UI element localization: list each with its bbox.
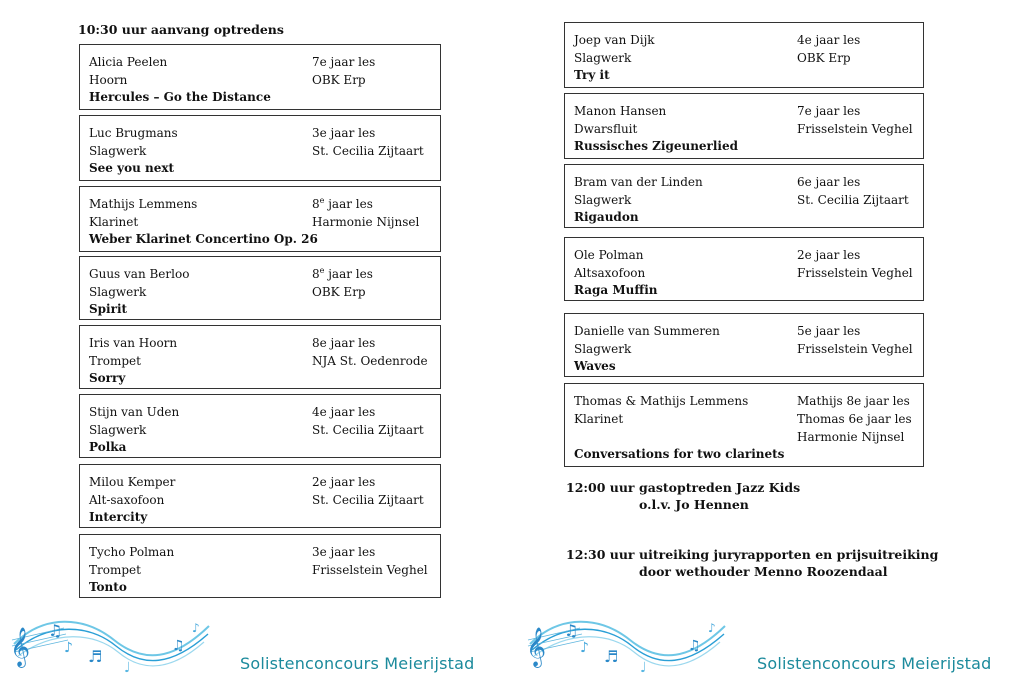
performer-card <box>79 534 441 598</box>
performer-org: OBK Erp <box>797 51 851 65</box>
svg-text:♬: ♬ <box>88 647 103 666</box>
music-notes-swirl-icon <box>520 606 730 678</box>
performer-year: 8e jaar les <box>312 266 373 281</box>
performer-year: 8e jaar les <box>312 196 373 211</box>
performer-instrument: Trompet <box>89 563 141 577</box>
performer-name: Danielle van Summeren <box>574 324 720 338</box>
performer-card <box>79 44 441 110</box>
performer-name: Stijn van Uden <box>89 405 180 419</box>
performer-piece: Try it <box>574 68 610 82</box>
performer-piece: Weber Klarinet Concertino Op. 26 <box>89 232 318 246</box>
svg-text:♪: ♪ <box>64 640 73 656</box>
performer-year: 7e jaar les <box>797 104 861 118</box>
performer-card <box>564 22 924 88</box>
performer-card <box>79 464 441 528</box>
performer-org: Frisselstein Veghel <box>797 122 913 136</box>
performer-card <box>79 325 441 389</box>
performer-piece: Sorry <box>89 371 126 385</box>
performer-instrument: Slagwerk <box>89 144 147 158</box>
performer-name: Mathijs Lemmens <box>89 197 198 211</box>
svg-text:♪: ♪ <box>192 621 200 635</box>
footer-title: Solistenconcours Meierijstad <box>757 654 992 673</box>
performer-card <box>79 256 441 320</box>
footer-title: Solistenconcours Meierijstad <box>240 654 475 673</box>
svg-text:♩: ♩ <box>640 660 647 676</box>
svg-text:♫: ♫ <box>688 638 701 654</box>
performer-piece: Polka <box>89 440 127 454</box>
performer-year: 2e jaar les <box>312 475 376 489</box>
performer-instrument: Slagwerk <box>574 193 632 207</box>
performer-instrument: Klarinet <box>89 215 139 229</box>
performer-org: Harmonie Nijnsel <box>797 430 905 444</box>
performer-instrument: Slagwerk <box>574 342 632 356</box>
performer-piece: Hercules – Go the Distance <box>89 90 271 104</box>
performer-org: St. Cecilia Zijtaart <box>312 423 424 437</box>
performer-year: 7e jaar les <box>312 55 376 69</box>
performer-year: 2e jaar les <box>797 248 861 262</box>
performer-year: 6e jaar les <box>797 175 861 189</box>
performer-piece: Russisches Zigeunerlied <box>574 139 739 153</box>
performer-org: NJA St. Oedenrode <box>312 354 428 368</box>
schedule-heading: 10:30 uur aanvang optredens <box>78 22 284 37</box>
performer-year: 5e jaar les <box>797 324 861 338</box>
performer-org: OBK Erp <box>312 73 366 87</box>
performer-year: 8e jaar les <box>312 336 376 350</box>
performer-year: 4e jaar les <box>312 405 376 419</box>
performer-name: Ole Polman <box>574 248 644 262</box>
duo-performer-card <box>564 383 924 467</box>
performer-org: St. Cecilia Zijtaart <box>312 144 424 158</box>
event-description: gastoptreden Jazz Kids o.l.v. Jo Hennen <box>639 480 801 512</box>
performer-year: Mathijs 8e jaar les <box>797 394 910 408</box>
performer-name: Joep van Dijk <box>574 33 655 47</box>
svg-text:♪: ♪ <box>708 621 716 635</box>
performer-name: Iris van Hoorn <box>89 336 178 350</box>
performer-org: Frisselstein Veghel <box>312 563 428 577</box>
performer-piece: Waves <box>574 359 616 373</box>
performer-instrument: Dwarsfluit <box>574 122 638 136</box>
svg-text:♫: ♫ <box>564 621 579 640</box>
performer-org: St. Cecilia Zijtaart <box>312 493 424 507</box>
performer-instrument: Altsaxofoon <box>574 266 646 280</box>
event-time: 12:00 uur <box>566 480 635 495</box>
event-time: 12:30 uur <box>566 547 635 562</box>
performer-instrument: Alt-saxofoon <box>89 493 165 507</box>
svg-text:𝄞: 𝄞 <box>10 627 31 667</box>
performer-card <box>564 93 924 159</box>
performer-instrument: Slagwerk <box>89 423 147 437</box>
svg-text:𝄞: 𝄞 <box>526 627 547 667</box>
performer-year: 3e jaar les <box>312 545 376 559</box>
performer-org: OBK Erp <box>312 285 366 299</box>
performer-name: Milou Kemper <box>89 475 176 489</box>
performer-card <box>564 313 924 377</box>
performer-piece: Intercity <box>89 510 148 524</box>
svg-text:♫: ♫ <box>48 621 63 640</box>
performer-year: 4e jaar les <box>797 33 861 47</box>
performer-card <box>564 237 924 301</box>
performer-instrument: Slagwerk <box>89 285 147 299</box>
performer-year: Thomas 6e jaar les <box>797 412 912 426</box>
performer-year: 3e jaar les <box>312 126 376 140</box>
performer-piece: See you next <box>89 161 175 175</box>
performer-piece: Rigaudon <box>574 210 639 224</box>
performer-card <box>79 186 441 252</box>
performer-card <box>79 394 441 458</box>
performer-piece: Tonto <box>89 580 127 594</box>
event-description: uitreiking juryrapporten en prijsuitreiking door wethouder Menno Roozendaal <box>639 547 939 579</box>
performer-name: Luc Brugmans <box>89 126 178 140</box>
performer-name: Tycho Polman <box>89 545 175 559</box>
svg-text:♬: ♬ <box>604 647 619 666</box>
performer-org: Frisselstein Veghel <box>797 266 913 280</box>
performer-org: St. Cecilia Zijtaart <box>797 193 909 207</box>
performer-piece: Spirit <box>89 302 128 316</box>
performer-name: Manon Hansen <box>574 104 667 118</box>
performer-org: Frisselstein Veghel <box>797 342 913 356</box>
performer-instrument: Trompet <box>89 354 141 368</box>
performer-name: Guus van Berloo <box>89 267 190 281</box>
performer-instrument: Hoorn <box>89 73 128 87</box>
performer-instrument: Klarinet <box>574 412 624 426</box>
svg-text:♫: ♫ <box>172 638 185 654</box>
performer-name: Bram van der Linden <box>574 175 703 189</box>
music-notes-swirl-icon <box>4 606 214 678</box>
performer-instrument: Slagwerk <box>574 51 632 65</box>
performer-card <box>564 164 924 228</box>
performer-piece: Conversations for two clarinets <box>574 447 785 461</box>
svg-text:♪: ♪ <box>580 640 589 656</box>
performer-name: Alicia Peelen <box>89 55 168 69</box>
performer-name: Thomas & Mathijs Lemmens <box>574 394 749 408</box>
performer-piece: Raga Muffin <box>574 283 658 297</box>
svg-text:♩: ♩ <box>124 660 131 676</box>
performer-card <box>79 115 441 181</box>
performer-org: Harmonie Nijnsel <box>312 215 420 229</box>
